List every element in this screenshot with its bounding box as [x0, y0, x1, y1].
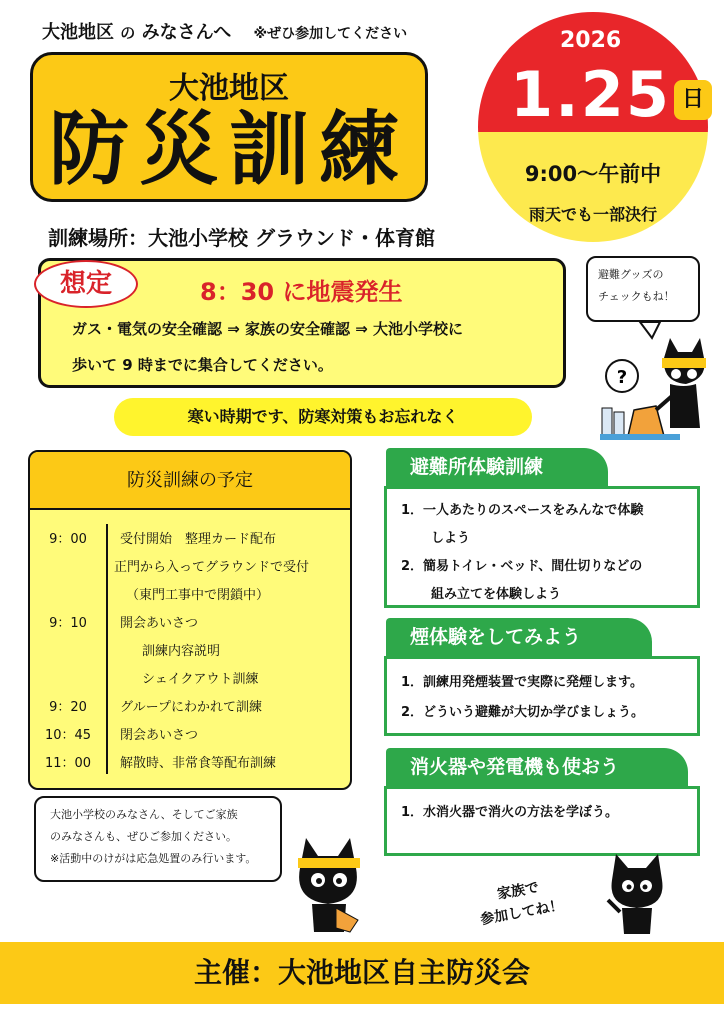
- cat-mascot-small-icon: [604, 846, 674, 938]
- schedule-text: 正門から入ってグラウンドで受付: [114, 560, 310, 575]
- event-time: 9:00〜午前中: [524, 162, 662, 186]
- intro-district: 大池地区: [42, 22, 114, 43]
- bubble-invite-line2: のみなさんも、ぜひご参加ください。: [50, 830, 237, 843]
- date-details: [478, 12, 708, 242]
- card-extinguisher-item: 1．水消火器で消火の方法を学ぼう。: [401, 805, 619, 820]
- bubble-invite-line1: 大池小学校のみなさん、そしてご家族: [50, 808, 238, 821]
- card-smoke-item: 1．訓練用発煙装置で実際に発煙します。: [401, 675, 644, 690]
- card-shelter-item: 組み立てを体験しよう: [431, 587, 562, 602]
- cat-mascot-icon: [600, 318, 710, 442]
- intro-note: ※ぜひ参加してください: [253, 26, 408, 42]
- schedule-title: 防災訓練の予定: [30, 452, 350, 510]
- card-shelter-item: 1．一人あたりのスペースをみんなで体験: [401, 503, 644, 518]
- schedule-time: 10：45: [44, 728, 92, 743]
- question-mark: ?: [616, 367, 628, 388]
- organizer-footer: 主催：大池地区自主防災会: [0, 942, 724, 1004]
- schedule-time: 9：10: [49, 616, 87, 631]
- title-main: 防災訓練: [49, 103, 409, 196]
- intro-heading: [42, 18, 407, 44]
- card-shelter-item: 2．簡易トイレ・ベッド、間仕切りなどの: [401, 559, 643, 574]
- family-callout: [475, 873, 565, 931]
- bubble-goods-line2: チェックもね！: [598, 290, 675, 303]
- schedule-text: グループにわかれて訓練: [120, 700, 262, 715]
- card-shelter: [384, 486, 700, 608]
- schedule-time: 11：00: [44, 756, 92, 771]
- venue: 訓練場所：大池小学校 グラウンド・体育館: [48, 226, 435, 250]
- event-year: 2026: [560, 28, 622, 53]
- schedule-text: 受付開始 整理カード配布: [120, 532, 277, 547]
- event-date: 1.25: [510, 58, 671, 131]
- schedule-text: 開会あいさつ: [120, 616, 199, 631]
- scenario-instruction-2: 歩いて 9 時までに集合してください。: [72, 356, 333, 374]
- bubble-invite-line3: ※活動中のけがは応急処置のみ行います。: [50, 852, 257, 865]
- schedule-divider: [106, 524, 108, 774]
- card-smoke: [384, 656, 700, 736]
- intro-particle: の: [120, 24, 136, 42]
- bubble-goods-line1: 避難グッズの: [598, 268, 664, 281]
- schedule-panel: [28, 450, 352, 790]
- cat-mascot-helmet-icon: [290, 828, 370, 940]
- scenario-instruction-1: ガス・電気の安全確認 ⇒ 家族の安全確認 ⇒ 大池小学校に: [72, 320, 464, 338]
- schedule-text: 閉会あいさつ: [120, 728, 199, 743]
- card-title-shelter: 避難所体験訓練: [386, 448, 608, 486]
- rain-note: 雨天でも一部決行: [528, 205, 657, 224]
- card-smoke-item: 2．どういう避難が大切か学びましょう。: [401, 705, 645, 720]
- family-callout-line2: 参加してね！: [479, 897, 565, 929]
- schedule-text: シェイクアウト訓練: [142, 672, 259, 687]
- card-title-extinguisher: 消火器や発電機も使おう: [386, 748, 688, 786]
- family-callout-line1: 家族で: [496, 879, 541, 903]
- schedule-text: 訓練内容説明: [142, 644, 221, 659]
- intro-greeting: みなさんへ: [141, 22, 232, 43]
- speech-bubble-invite: [34, 796, 282, 882]
- scenario-headline: 8：30 に地震発生: [200, 278, 403, 306]
- scenario-badge: 想定: [34, 260, 138, 308]
- cold-weather-banner: 寒い時期です、防寒対策もお忘れなく: [114, 398, 532, 436]
- schedule-text: 解散時、非常食等配布訓練: [120, 756, 277, 771]
- schedule-time: 9：00: [49, 532, 87, 547]
- card-title-smoke: 煙体験をしてみよう: [386, 618, 652, 656]
- schedule-time: 9：20: [49, 700, 87, 715]
- schedule-text: （東門工事中で閉鎖中）: [126, 588, 270, 603]
- event-weekday: 日: [674, 80, 712, 120]
- card-shelter-item: しよう: [431, 531, 471, 546]
- speech-bubble-goods: [586, 256, 700, 322]
- title-district: 大池地区: [169, 71, 289, 106]
- title-box: [30, 52, 428, 202]
